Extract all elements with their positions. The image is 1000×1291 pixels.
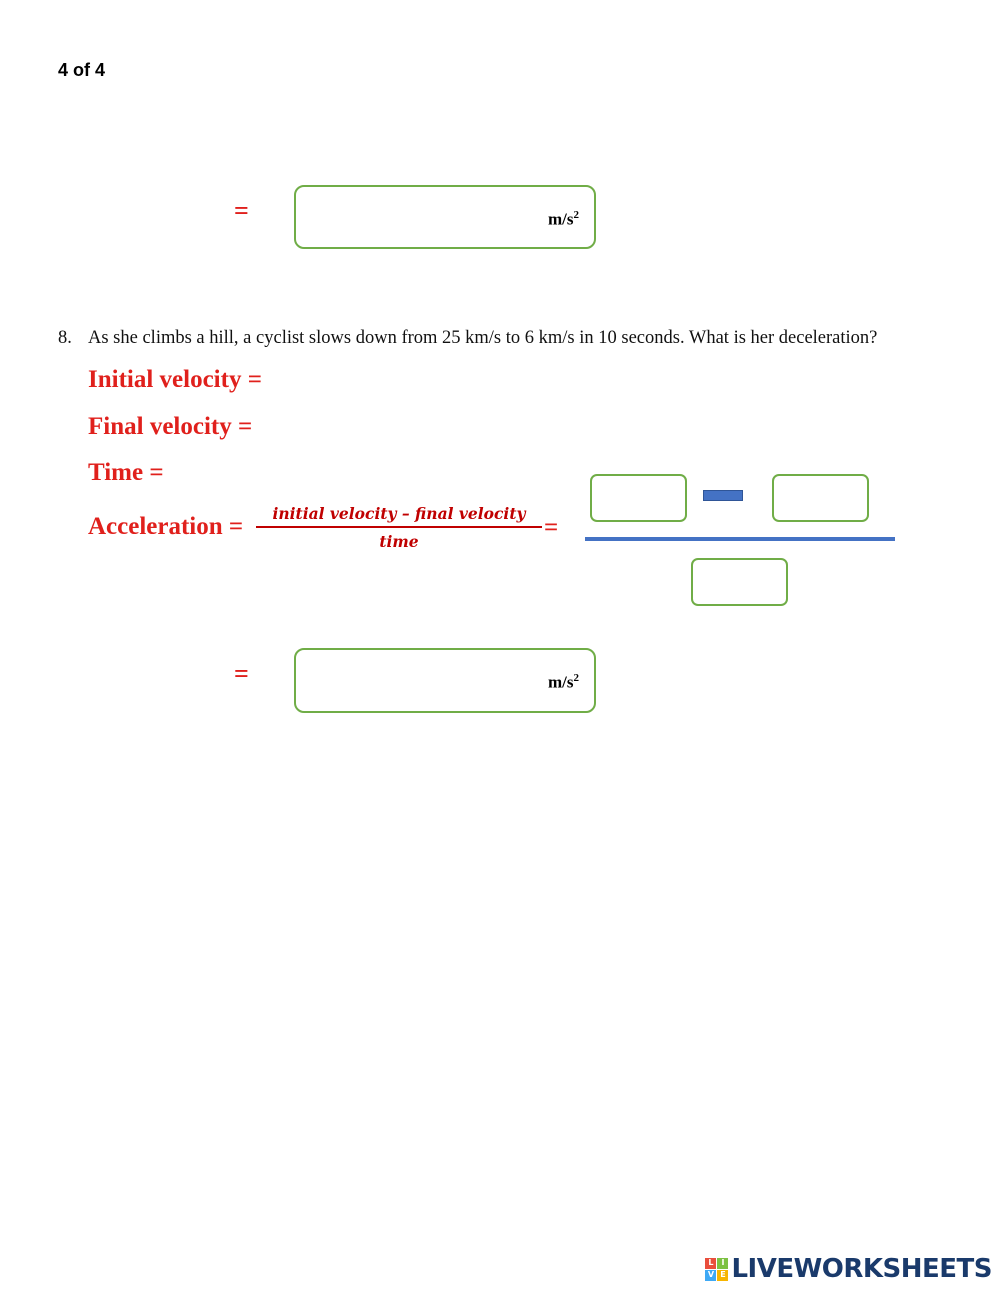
answer-equals-sign: = [234,659,249,688]
time-input[interactable] [691,558,788,606]
formula-numerator: initial velocity – final velocity [272,504,526,523]
equals-sign: = [234,196,249,225]
page-number: 4 of 4 [58,60,106,80]
answer-box[interactable] [294,648,596,713]
question-8 [58,328,877,349]
division-line [585,537,895,541]
logo-letter: E [717,1270,728,1281]
minus-sign [703,490,743,501]
logo-letter: L [705,1258,716,1269]
final-velocity-input[interactable] [772,474,869,522]
answer-unit-label: $m/s^2$ [548,672,579,692]
initial-velocity-label: Initial velocity = [88,366,262,393]
question-number: 8. [58,328,72,348]
acceleration-formula [256,504,542,551]
liveworksheets-icon [705,1258,728,1281]
unit-label: $m/s^2$ [548,209,579,229]
final-velocity-label: Final velocity = [88,413,253,440]
logo-letter: V [705,1270,716,1281]
answer-box-previous[interactable] [294,185,596,249]
formula-equals: = [544,514,559,541]
acceleration-label: Acceleration = [88,513,244,540]
formula-denominator: time [379,532,419,551]
brand-name: LIVEWORKSHEETS [731,1254,992,1284]
time-label: Time = [88,459,164,486]
initial-velocity-input[interactable] [590,474,687,522]
question-text: As she climbs a hill, a cyclist slows down from 25 km/s to 6 km/s in 10 seconds. What is her deceleration? [88,328,878,348]
liveworksheets-logo [705,1254,992,1284]
logo-letter: I [717,1258,728,1269]
